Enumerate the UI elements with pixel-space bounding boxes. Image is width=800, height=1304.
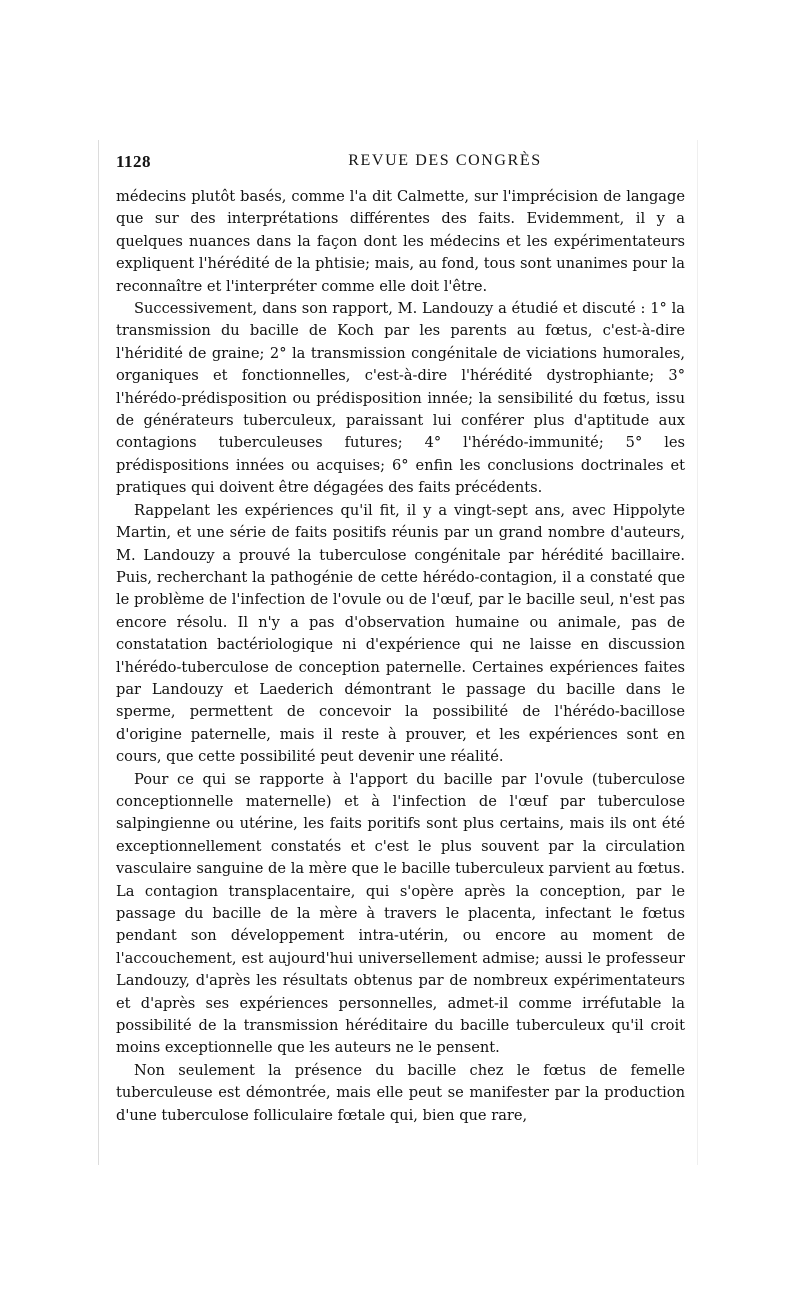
paragraph-3: Rappelant les expériences qu'il fit, il y a vingt-sept ans, avec Hippolyte Martin, et une série de faits positifs réunis par un grand nombre d'auteurs, M. Landouzy a prouvé la tuberculose congénitale par hérédité bacillaire. Puis, recherchant la pathogénie de cette hérédo-contagion, il a constaté que le problème de l'infection de l'ovule ou de l'œuf, par le bacille seul, n'est pas encore résolu. Il n'y a pas d'observation humaine ou animale, pas de constatation bactériologique ni d'expérience qui ne laisse en discussion l'hérédo-tuberculose de conception paternelle. Certaines expériences faites par Landouzy et Laederich démontrant le passage du bacille dans le sperme, permettent de concevoir la possibilité de l'hérédo-bacillose d'origine paternelle, mais il reste à prouver, et les expériences sont en cours, que cette possibilité peut devenir une réalité. <box>116 501 685 766</box>
scan-left-edge <box>98 140 99 1165</box>
paragraph-5: Non seulement la présence du bacille chez le fœtus de femelle tuberculeuse est démontrée, mais elle peut se manifester par la production d'une tuberculose folliculaire fœtale qui, bien que rare, <box>116 1061 685 1124</box>
paragraph-1: médecins plutôt basés, comme l'a dit Calmette, sur l'imprécision de langage que sur des interprétations différentes des faits. Evidemment, il y a quelques nuances dans la façon dont les médecins et les expérimentateurs expliquent l'hérédité de la phtisie; mais, au fond, tous sont unanimes pour la reconnaître et l'interpréter comme elle doit l'être. <box>116 188 685 295</box>
body-text <box>116 186 685 1127</box>
scan-right-edge <box>697 140 698 1165</box>
running-head <box>116 152 685 176</box>
paragraph-2: Successivement, dans son rapport, M. Landouzy a étudié et discuté : 1° la transmission du bacille de Koch par les parents au fœtus, c'est-à-dire l'héridité de graine; 2° la transmission congénitale de viciations humorales, organiques et fonctionnelles, c'est-à-dire l'hérédité dystrophiante; 3° l'hérédo-prédisposition ou prédisposition innée; la sensibilité du fœtus, issu de générateurs tuberculeux, paraissant lui conférer plus d'aptitude aux contagions tuberculeuses futures; 4° l'hérédo-immunité; 5° les prédispositions innées ou acquises; 6° enfin les conclusions doctrinales et pratiques qui doivent être dégagées des faits précédents. <box>116 300 685 497</box>
page-number: 1128 <box>116 152 152 171</box>
paragraph-4: Pour ce qui se rapporte à l'apport du bacille par l'ovule (tuberculose conceptionnelle maternelle) et à l'infection de l'œuf par tuberculose salpingienne ou utérine, les faits poritifs sont plus certains, mais ils ont été exceptionnellement constatés et c'est le plus souvent par la circulation vasculaire sanguine de la mère que le bacille tuberculeux parvient au fœtus. La contagion transplacentaire, qui s'opère après la conception, par le passage du bacille de la mère à travers le placenta, infectant le fœtus pendant son développement intra-utérin, ou encore au moment de l'accouchement, est aujourd'hui universellement admise; aussi le professeur Landouzy, d'après les résultats obtenus par de nombreux expérimentateurs et d'après ses expériences personnelles, admet-il comme irréfutable la possibilité de la transmission héréditaire du bacille tuberculeux qu'il croit moins exceptionnelle que les auteurs ne le pensent. <box>116 770 685 1057</box>
journal-title: REVUE DES CONGRÈS <box>348 152 542 169</box>
